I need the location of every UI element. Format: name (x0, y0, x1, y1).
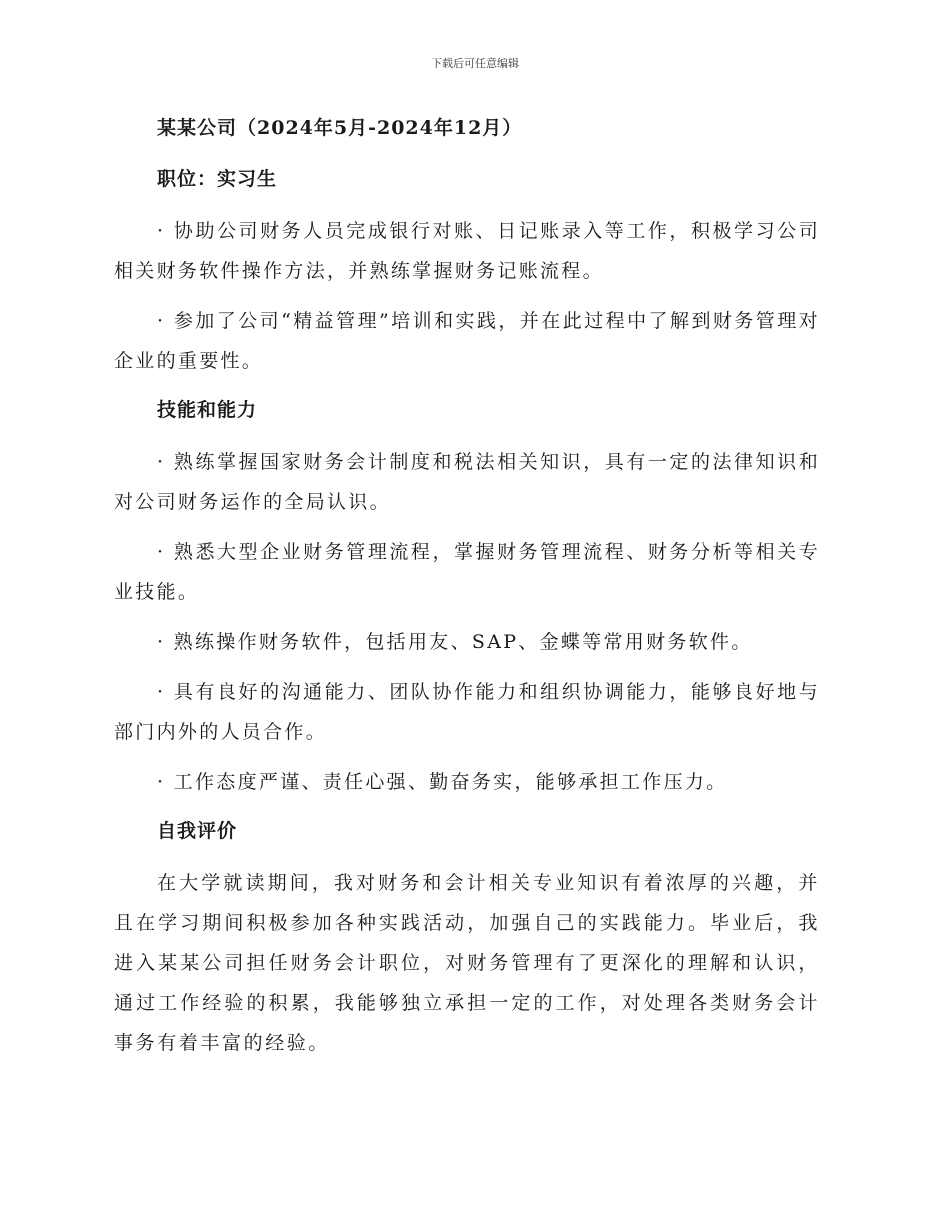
page-header-note: 下载后可任意编辑 (431, 57, 519, 70)
company-heading: 某某公司（2024年5月-2024年12月） (157, 117, 523, 139)
experience-item-2: · 参加了公司“精益管理”培训和实践，并在此过程中了解到财务管理对企业的重要性。 (114, 310, 820, 372)
skills-item-4: · 具有良好的沟通能力、团队协作能力和组织协调能力，能够良好地与部门内外的人员合作。 (114, 681, 820, 743)
skills-heading: 技能和能力 (157, 399, 258, 421)
skills-item-3: · 熟练操作财务软件，包括用友、SAP、金蝶等常用财务软件。 (157, 631, 753, 653)
skills-item-1: · 熟练掌握国家财务会计制度和税法相关知识，具有一定的法律知识和对公司财务运作的全局认识。 (114, 451, 820, 513)
experience-item-1: · 协助公司财务人员完成银行对账、日记账录入等工作，积极学习公司相关财务软件操作方法，并熟练掌握财务记账流程。 (114, 220, 820, 282)
self-evaluation-heading: 自我评价 (157, 820, 238, 842)
self-evaluation-text: 在大学就读期间，我对财务和会计相关专业知识有着浓厚的兴趣，并且在学习期间积极参加各种实践活动，加强自己的实践能力。毕业后，我进入某某公司担任财务会计职位，对财务管理有了更深化的理解和认识，通过工作经验的积累，我能够独立承担一定的工作，对处理各类财务会计事务有着丰富的经验。 (114, 872, 820, 1054)
skills-item-2: · 熟悉大型企业财务管理流程，掌握财务管理流程、财务分析等相关专业技能。 (114, 541, 820, 603)
skills-item-5: · 工作态度严谨、责任心强、勤奋务实，能够承担工作压力。 (157, 771, 728, 793)
document-body (114, 109, 820, 1073)
position-heading: 职位：实习生 (157, 168, 278, 190)
